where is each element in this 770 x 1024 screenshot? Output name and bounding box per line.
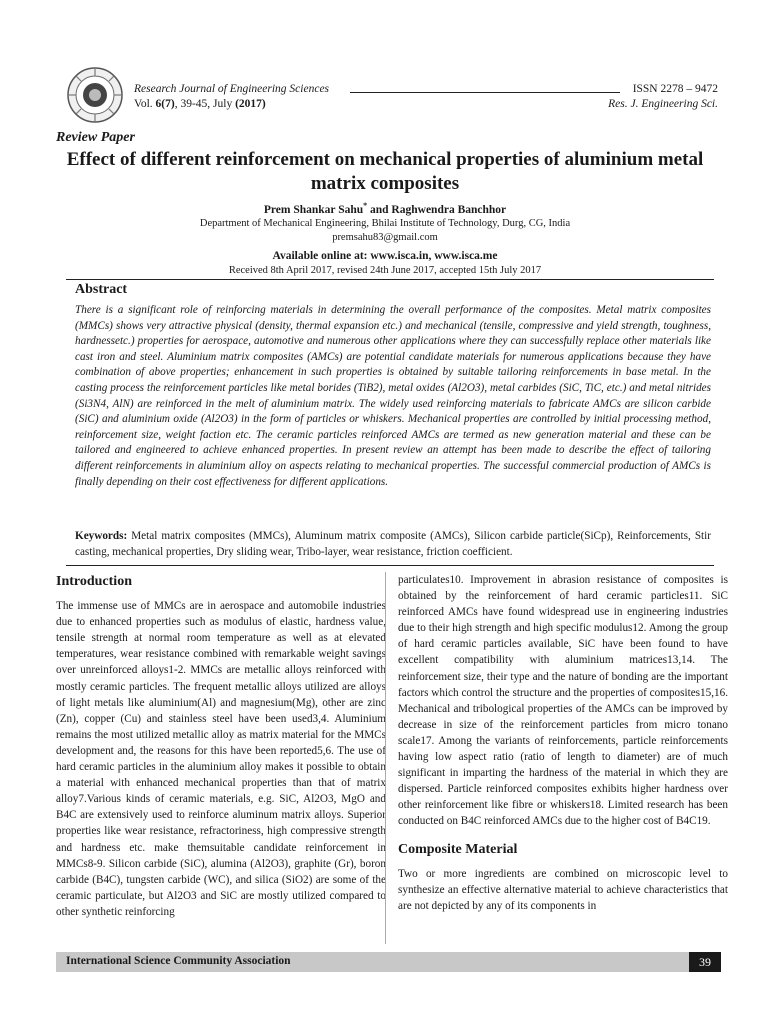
- header-rule: [350, 92, 620, 93]
- journal-abbrev: Res. J. Engineering Sci.: [608, 98, 718, 110]
- composite-material-text: Two or more ingredients are combined on microscopic level to synthesize an effective alternative material to achieve characteristics that are not depicted by any of its components in: [398, 867, 728, 912]
- paper-type: Review Paper: [56, 130, 135, 145]
- authors: Prem Shankar Sahu* and Raghwendra Banchhor: [263, 201, 507, 216]
- issn: ISSN 2278 – 9472: [632, 83, 718, 95]
- column-divider: [385, 572, 386, 944]
- journal-logo-icon: [66, 66, 124, 124]
- left-column: [56, 572, 386, 920]
- availability-line[interactable]: Available online at: www.isca.in, www.isca.me: [272, 250, 498, 262]
- page-number: 39: [689, 952, 721, 972]
- keywords: Keywords: Metal matrix composites (MMCs), Aluminum matrix composite (AMCs), Silicon carbide particle(SiCp), Reinforcements, Stir casting, mechanical properties, Dry sliding wear, Tribo-layer, wear resistance, friction coefficient.: [75, 530, 711, 558]
- right-column: [398, 572, 728, 914]
- footer-organization: International Science Community Association: [66, 955, 291, 967]
- introduction-heading: Introduction: [56, 574, 132, 589]
- paper-title: Effect of different reinforcement on mechanical properties of aluminium metal matrix composites: [66, 149, 704, 194]
- abstract-heading: Abstract: [75, 282, 128, 297]
- introduction-text: The immense use of MMCs are in aerospace and automobile industries due to enhanced properties such as modulus of elastic, hardness value, tensile strength at normal room temperature as well as at elevated temperatures, wear resistance combined with remarkable weight savings over unreinforced alloys1-2. MMCs are metallic alloys reinforced with mostly ceramic particles. The frequent metallic alloys utilized are alloys of light metals like aluminium(Al) and magnesium(Mg), other are zinc (Zn), copper (Cu) and stainless steel have been used3,4. Aluminium remains the most utilized metallic alloy as matrix material for the MMCs development and, the reasons for this have been reported5,6. The use of hard ceramic particles in the aluminium alloy makes it possible to obtain a material with enhanced mechanical properties than that of matrix alloy7.Various kinds of ceramic materials, e.g. SiC, Al2O3, MgO and B4C are extensively used to reinforce aluminum matrix alloys. Superior properties like wear resistance, refractoriness, high compressive strength and hardness etc. make themsuitable candidate reinforcement in MMCs8-9. Silicon carbide (SiC), alumina (Al2O3), graphite (Gr), boron carbide (B4C), tungsten carbide (WC), and silica (SiO2) are some of the ceramic particulate, but Al2O3 and SiC are mostly utilized compared to other synthetic reinforcing: [56, 600, 386, 918]
- received-dates: Received 8th April 2017, revised 24th June 2017, accepted 15th July 2017: [228, 265, 542, 276]
- abstract-text: There is a significant role of reinforcing materials in determining the overall performance of the composites. Metal matrix composites (MMCs) shows very attractive physical (density, thermal expansion etc.) and mechanical (tensile, compressive and yield strength, toughness, hardnessetc.) properties for aerospace, automotive and numerous other applications where they can successfully replace other materials like cast iron and steel. Aluminium matrix composites (AMCs) are potential candidate materials for numerous applications because they have combination of above properties; enhancement in such properties is obtained by suitable tailoring reinforcements in base metal. In the casting process the reinforcement particles like metal borides (TiB2), metal oxides (Al2O3), metal carbides (SiC, TiC, etc.) and metal nitrides (Si3N4, AlN) are reinforced in the melt of aluminium matrix. The widely used reinforcing materials to fabricate AMCs are silicon carbide (SiC) and aluminium oxide (Al2O3) in the form of particles or whiskers. Mechanical properties are controlled by initial processing method, reinforcement size, weight faction etc. The ceramic particles reinforced AMCs are termed as new generation material and these can be tailored and engineered to achieve enhanced properties. In present review an attempt has been made to describe the effect of tailoring different reinforcements in aluminium alloy on aspects relating to mechanical properties. The successful commercial production of AMCs is finally depending on their cost effectiveness for different applications.: [75, 304, 711, 488]
- composite-material-heading: Composite Material: [398, 841, 518, 857]
- journal-issn-block: [608, 82, 718, 112]
- affiliation: Department of Mechanical Engineering, Bhilai Institute of Technology, Durg, CG, India premsahu83@gmail.com: [56, 217, 714, 245]
- email-link[interactable]: premsahu83@gmail.com: [332, 232, 438, 243]
- title-rule: [66, 279, 714, 280]
- volume-info: Vol. 6(7), 39-45, July (2017): [134, 98, 266, 110]
- introduction-continued: particulates10. Improvement in abrasion resistance of composites is obtained by the reinforcement of hard ceramic particles11. SiC reinforced AMCs have found widespread use in engineering industries due to their high strength and high specific modulus12. Among the group of hard ceramic particles available, SiC have been found to have excellent compatibility with aluminium matrices13,14. The reinforcement size, their type and the nature of bonding are the important factors which control the structure and the properties of composites15,16. Mechanical and tribological properties of the AMCs can be improved by decrease in size of the reinforcement particles from micro tonano scale17. Among the variants of reinforcements, particle reinforcements having low aspect ratio (ratio of length to diameter) are of much significant in imparting the hardness of the material in which they are dispersed. Particle reinforced composites exhibits higher hardness over other reinforcement like fibre or whiskers18. Limited research has been conducted on B4C reinforced AMCs due to the higher cost of B4C19.: [398, 574, 728, 828]
- journal-name: Research Journal of Engineering Sciences: [134, 83, 330, 95]
- journal-header: [134, 82, 329, 112]
- keywords-rule: [66, 565, 714, 566]
- page-footer: [56, 952, 721, 972]
